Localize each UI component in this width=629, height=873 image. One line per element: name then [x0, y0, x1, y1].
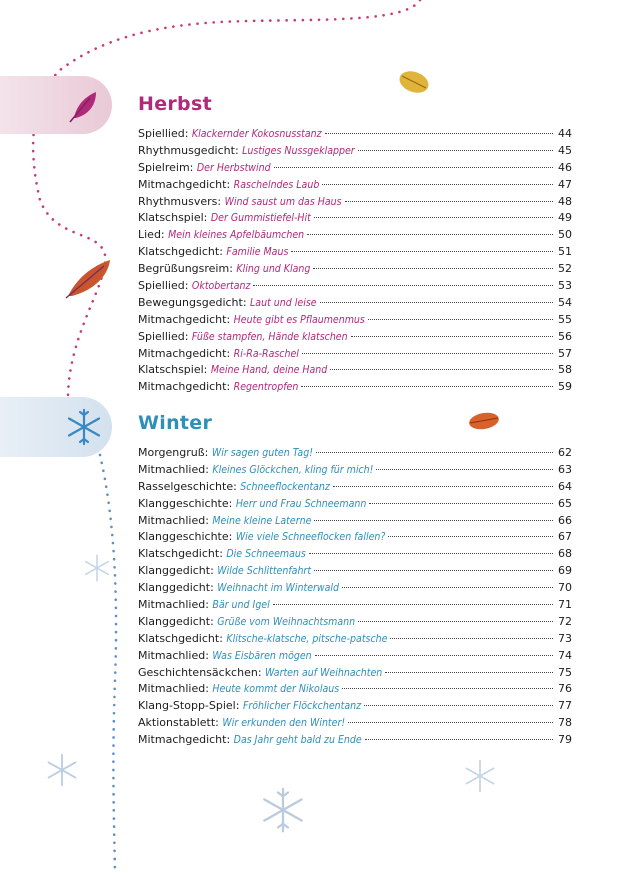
- snowflake-icon: [64, 407, 104, 447]
- toc-entry: [138, 195, 572, 212]
- entry-title: Kleines Glöckchen, kling für mich!: [212, 463, 374, 476]
- dot-leader: [316, 452, 553, 453]
- toc-entry: [138, 530, 572, 547]
- dot-leader: [358, 150, 553, 151]
- entry-category: Geschichtensäckchen:: [138, 665, 262, 679]
- entry-category: Mitmachlied:: [138, 648, 209, 662]
- entry-category: Mitmachgedicht:: [138, 380, 231, 394]
- entry-title: Wir sagen guten Tag!: [211, 447, 313, 459]
- entry-page-number: 54: [558, 295, 572, 309]
- entry-page-number: 56: [558, 329, 572, 343]
- entry-title: Das Jahr geht bald zu Ende: [233, 734, 362, 747]
- dot-leader: [302, 353, 553, 354]
- entry-page-number: 53: [558, 279, 572, 293]
- entry-title: Wind saust um das Haus: [224, 195, 342, 208]
- dot-leader: [274, 167, 553, 168]
- dot-leader: [342, 688, 553, 689]
- dot-leader: [314, 570, 553, 571]
- leaf-icon: [64, 86, 104, 126]
- entry-page-number: 58: [558, 363, 572, 377]
- toc-entry: [138, 480, 572, 497]
- dot-leader: [364, 705, 553, 706]
- toc-entry: [138, 514, 572, 531]
- entry-category: Mitmachlied:: [138, 598, 209, 612]
- toc-entry: [138, 245, 572, 262]
- entry-title: Wie viele Schneeflocken fallen?: [235, 531, 386, 544]
- dot-leader: [330, 369, 553, 370]
- winter-section-title: Winter: [138, 412, 213, 434]
- orange-leaf-icon: [466, 408, 502, 434]
- toc-entry: [138, 716, 572, 733]
- entry-title: Kling und Klang: [236, 263, 311, 276]
- dot-leader: [313, 268, 553, 269]
- entry-page-number: 66: [558, 513, 572, 527]
- entry-title: Fröhlicher Flöckchentanz: [242, 700, 362, 713]
- toc-entry: [138, 262, 572, 279]
- snowflake-icon: [82, 553, 112, 583]
- entry-category: Rasselgeschichte:: [138, 479, 237, 493]
- toc-entry: [138, 178, 572, 195]
- snowflake-icon: [258, 785, 308, 835]
- entry-category: Bewegungsgedicht:: [138, 295, 247, 309]
- entry-page-number: 68: [558, 547, 572, 561]
- herbst-section-tab: [0, 76, 112, 134]
- entry-page-number: 75: [558, 665, 572, 679]
- entry-title: Familie Maus: [226, 246, 289, 259]
- dot-leader: [320, 302, 553, 303]
- entry-category: Aktionstablett:: [138, 716, 219, 730]
- entry-page-number: 70: [558, 581, 572, 595]
- toc-entry: [138, 547, 572, 564]
- dot-leader: [322, 184, 553, 185]
- entry-page-number: 74: [558, 648, 572, 662]
- entry-page-number: 59: [558, 380, 572, 394]
- dot-leader: [273, 604, 553, 605]
- herbst-section-title: Herbst: [138, 93, 212, 115]
- toc-entry: [138, 211, 572, 228]
- entry-category: Mitmachlied:: [138, 682, 209, 696]
- dot-leader: [390, 638, 553, 639]
- toc-entry: [138, 632, 572, 649]
- entry-title: Warten auf Weihnachten: [265, 666, 383, 679]
- entry-page-number: 63: [558, 462, 572, 476]
- entry-category: Spiellied:: [138, 279, 189, 293]
- entry-title: Füße stampfen, Hände klatschen: [191, 330, 348, 343]
- toc-entry: [138, 649, 572, 666]
- entry-title: Mein kleines Apfelbäumchen: [168, 229, 305, 242]
- toc-entry: [138, 279, 572, 296]
- toc-entry: [138, 313, 572, 330]
- dot-leader: [314, 520, 553, 521]
- entry-title: Grüße vom Weihnachtsmann: [217, 615, 356, 628]
- dot-leader: [376, 469, 553, 470]
- entry-page-number: 52: [558, 262, 572, 276]
- entry-page-number: 73: [558, 631, 572, 645]
- entry-page-number: 47: [558, 177, 572, 191]
- dot-leader: [369, 503, 553, 504]
- dot-leader: [307, 234, 553, 235]
- entry-title: Weihnacht im Winterwald: [217, 582, 340, 595]
- toc-entry: [138, 581, 572, 598]
- entry-category: Mitmachgedicht:: [138, 312, 231, 326]
- yellow-leaf-icon: [396, 66, 432, 98]
- entry-page-number: 72: [558, 614, 572, 628]
- entry-category: Klanggedicht:: [138, 614, 214, 628]
- entry-page-number: 51: [558, 245, 572, 259]
- entry-category: Klatschgedicht:: [138, 245, 223, 259]
- entry-category: Klatschgedicht:: [138, 547, 223, 561]
- entry-page-number: 77: [558, 699, 572, 713]
- entry-page-number: 67: [558, 530, 572, 544]
- snowflake-icon: [44, 752, 80, 788]
- entry-page-number: 64: [558, 479, 572, 493]
- toc-entry: [138, 347, 572, 364]
- toc-entry: [138, 296, 572, 313]
- entry-title: Der Gummistiefel-Hit: [210, 212, 311, 225]
- entry-category: Klanggeschichte:: [138, 496, 233, 510]
- entry-page-number: 79: [558, 733, 572, 747]
- dot-leader: [309, 553, 553, 554]
- entry-title: Meine kleine Laterne: [212, 514, 312, 527]
- toc-entry: [138, 330, 572, 347]
- toc-entry: [138, 228, 572, 245]
- entry-category: Lied:: [138, 228, 165, 242]
- entry-category: Mitmachlied:: [138, 513, 209, 527]
- entry-title: Herr und Frau Schneemann: [235, 497, 367, 510]
- entry-category: Spiellied:: [138, 329, 189, 343]
- entry-category: Mitmachlied:: [138, 462, 209, 476]
- entry-title: Schneeflockentanz: [240, 480, 330, 493]
- entry-page-number: 45: [558, 143, 572, 157]
- entry-category: Klang-Stopp-Spiel:: [138, 699, 240, 713]
- snowflake-icon: [462, 758, 498, 794]
- entry-title: Ri-Ra-Raschel: [233, 347, 299, 360]
- dot-leader: [342, 587, 553, 588]
- entry-title: Der Herbstwind: [196, 161, 271, 174]
- entry-page-number: 71: [558, 598, 572, 612]
- toc-entry: [138, 363, 572, 380]
- entry-page-number: 57: [558, 346, 572, 360]
- dot-leader: [388, 536, 553, 537]
- entry-page-number: 65: [558, 496, 572, 510]
- entry-title: Was Eisbären mögen: [212, 649, 312, 662]
- dot-leader: [301, 386, 553, 387]
- toc-entry: [138, 497, 572, 514]
- entry-page-number: 44: [558, 127, 572, 140]
- entry-title: Heute gibt es Pflaumenmus: [233, 313, 365, 326]
- entry-category: Begrüßungsreim:: [138, 262, 233, 276]
- dot-leader: [253, 285, 553, 286]
- entry-title: Oktobertanz: [191, 280, 251, 293]
- toc-entry: [138, 682, 572, 699]
- entry-title: Meine Hand, deine Hand: [210, 364, 328, 377]
- entry-page-number: 78: [558, 716, 572, 730]
- entry-category: Rhythmusvers:: [138, 194, 222, 208]
- winter-toc-list: [138, 446, 572, 750]
- toc-entry: [138, 598, 572, 615]
- entry-title: Laut und leise: [250, 296, 317, 309]
- red-leaf-icon: [64, 256, 116, 300]
- dot-leader: [325, 133, 553, 134]
- entry-page-number: 50: [558, 228, 572, 242]
- entry-page-number: 46: [558, 160, 572, 174]
- entry-category: Morgengruß:: [138, 446, 209, 459]
- entry-category: Mitmachgedicht:: [138, 177, 231, 191]
- herbst-toc-list: [138, 127, 572, 397]
- dot-leader: [365, 739, 553, 740]
- winter-section-tab: [0, 397, 112, 457]
- toc-entry: [138, 127, 572, 144]
- toc-entry: [138, 380, 572, 397]
- toc-entry: [138, 733, 572, 750]
- entry-category: Klatschspiel:: [138, 363, 208, 377]
- entry-page-number: 55: [558, 312, 572, 326]
- entry-page-number: 49: [558, 211, 572, 225]
- entry-title: Wilde Schlittenfahrt: [217, 565, 312, 578]
- dot-leader: [348, 722, 553, 723]
- toc-entry: [138, 446, 572, 463]
- winter-dotted-trail: [100, 455, 116, 873]
- toc-entry: [138, 666, 572, 683]
- dot-leader: [385, 672, 553, 673]
- toc-entry: [138, 161, 572, 178]
- toc-entry: [138, 144, 572, 161]
- entry-title: Die Schneemaus: [226, 548, 306, 561]
- entry-title: Wir erkunden den Winter!: [222, 717, 346, 730]
- entry-title: Heute kommt der Nikolaus: [212, 683, 340, 696]
- entry-category: Mitmachgedicht:: [138, 733, 231, 747]
- toc-entry: [138, 564, 572, 581]
- dot-leader: [314, 217, 553, 218]
- entry-page-number: 62: [558, 446, 572, 459]
- entry-page-number: 69: [558, 564, 572, 578]
- entry-category: Spiellied:: [138, 127, 189, 140]
- entry-title: Klackernder Kokosnusstanz: [191, 128, 322, 140]
- entry-title: Regentropfen: [233, 381, 299, 394]
- dot-leader: [345, 201, 553, 202]
- dot-leader: [291, 251, 553, 252]
- entry-category: Rhythmusgedicht:: [138, 143, 239, 157]
- entry-title: Bär und Igel: [212, 599, 270, 612]
- dot-leader: [368, 319, 553, 320]
- toc-entry: [138, 463, 572, 480]
- dot-leader: [351, 336, 553, 337]
- entry-title: Raschelndes Laub: [233, 178, 320, 191]
- entry-category: Klatschgedicht:: [138, 631, 223, 645]
- entry-category: Klatschspiel:: [138, 211, 208, 225]
- entry-title: Klitsche-klatsche, pitsche-patsche: [226, 632, 388, 645]
- dot-leader: [315, 655, 553, 656]
- entry-category: Spielreim:: [138, 160, 194, 174]
- entry-category: Mitmachgedicht:: [138, 346, 231, 360]
- toc-entry: [138, 615, 572, 632]
- entry-title: Lustiges Nussgeklapper: [242, 144, 355, 157]
- entry-category: Klanggedicht:: [138, 581, 214, 595]
- toc-entry: [138, 699, 572, 716]
- entry-category: Klanggeschichte:: [138, 530, 233, 544]
- entry-page-number: 76: [558, 682, 572, 696]
- dot-leader: [358, 621, 553, 622]
- entry-page-number: 48: [558, 194, 572, 208]
- dot-leader: [333, 486, 553, 487]
- entry-category: Klanggedicht:: [138, 564, 214, 578]
